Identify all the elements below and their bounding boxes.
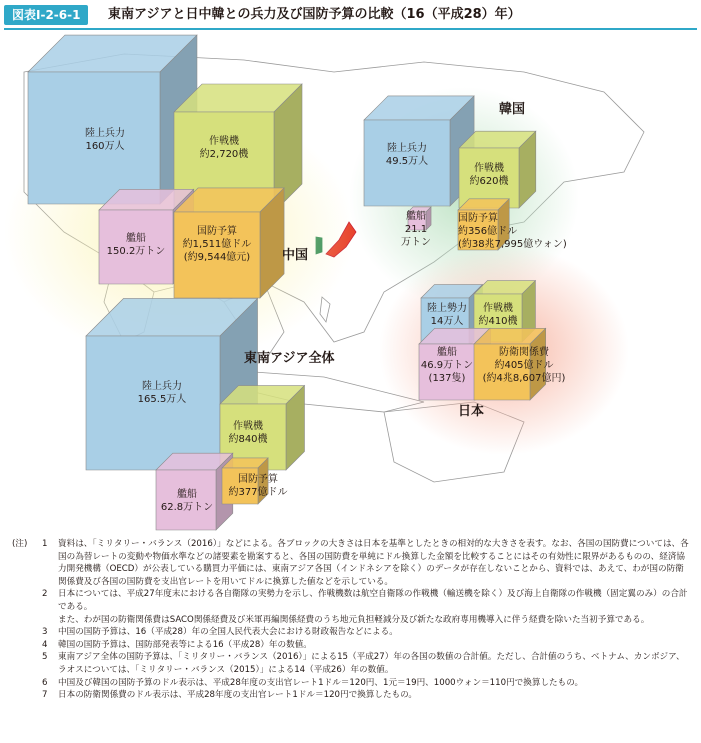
note-text: 東南アジア全体の国防予算は、「ミリタリー・バランス（2016）」による15（平成27）年の各国の数値の合計値。ただし、合計値のうち、ベトナム、カンボジア、ラオスについては、「ミリタリー・バランス（2015）」による14（平成26）年の数値。 <box>58 652 685 675</box>
japan-air-title: 作戦機 <box>483 303 513 314</box>
korea-name: 韓国 <box>499 102 526 117</box>
china-air-label <box>176 135 272 161</box>
china-name: 中国 <box>282 248 309 263</box>
china-navy-label <box>98 232 174 258</box>
sea-name: 東南アジア全体 <box>244 351 335 366</box>
sea-ground-title: 陸上兵力 <box>142 381 182 392</box>
sea-air-title: 作戦機 <box>233 421 263 432</box>
note-item <box>12 626 692 639</box>
note-number: 2 <box>42 589 48 600</box>
japan-budget-value: 約405億ドル <box>494 360 554 371</box>
china-navy-title: 艦船 <box>126 233 146 244</box>
china-budget-label <box>174 225 260 264</box>
korea-ground-title: 陸上兵力 <box>387 143 427 154</box>
note-number: 3 <box>42 627 48 638</box>
china-ground-cube <box>28 35 197 204</box>
japan-ground-title: 陸上勢力 <box>427 303 467 314</box>
sea-navy-value: 62.8万トン <box>160 502 214 513</box>
sea-ground-label <box>112 380 212 406</box>
japan-budget-label <box>474 346 574 385</box>
notes-section <box>12 538 692 702</box>
note-text: また、わが国の防衛関係費はSACO関係経費及び米軍再編関係経費のうち地元負担軽減分及び新たな政府専用機導入に伴う経費を除いた当初予算である。 <box>58 614 650 625</box>
note-text: 中国及び韓国の国防予算のドル表示は、平成28年度の支出官レート1ドル＝120円、1元＝19円、1000ウォン＝110円で換算したもの。 <box>58 677 584 688</box>
china-air-title: 作戦機 <box>209 136 239 147</box>
china-navy-value: 150.2万トン <box>106 246 166 257</box>
korea-air-label <box>459 162 519 188</box>
figure-title: 東南アジアと日中韓との兵力及び国防予算の比較（16（平成28）年） <box>108 7 521 22</box>
korea-budget-sub: (約38兆7,995億ウォン) <box>458 239 567 250</box>
note-text: 日本については、平成27年度末における各自衛隊の実勢力を示し、作戦機数は航空自衛隊の作戦機（輸送機を除く）及び海上自衛隊の作戦機（固定翼のみ）の合計である。 <box>58 589 688 612</box>
note-number: 1 <box>42 539 48 549</box>
korea-budget-title: 国防予算 <box>458 213 498 224</box>
korea-ground-value: 49.5万人 <box>385 156 429 167</box>
sea-air-label <box>220 420 276 446</box>
note-item <box>12 588 692 613</box>
china-ground-value: 160万人 <box>85 141 125 152</box>
note-number: 5 <box>42 652 48 663</box>
china-budget-title: 国防予算 <box>197 226 237 237</box>
figure-label: 図表Ⅰ-2-6-1 <box>4 5 88 25</box>
note-number: 4 <box>42 639 48 650</box>
japan-navy-title: 艦船 <box>437 347 457 358</box>
china-ground-title: 陸上兵力 <box>85 128 125 139</box>
japan-name: 日本 <box>458 404 485 419</box>
note-text: 資料は、「ミリタリー・バランス（2016）」などによる。各ブロックの大きさは日本を基準としたときの相対的な大きさを表す。なお、各国の国防費については、各国の為替レートの変動や物価水準などの諸要素を勘案すると、各国の国防費を単純にドル換算した金額を比較することにはその有効性に限界があるものの、経済協力開発機構（OECD）が公表している購買力平価には、東南アジア各国（インドネシアを除く）のデータが存在しないことから、資料では、あえて、わが国の防衛関係費及び各国の国防費を支出官レートを用いてドルに換算した値などを示している。 <box>58 539 689 587</box>
note-text: 韓国の国防予算は、国防部発表等による16（平成28）年の数値。 <box>58 639 312 650</box>
note-item <box>12 689 692 702</box>
korea-air-value: 約620機 <box>469 176 509 187</box>
korea-navy-title: 艦船 <box>406 211 426 222</box>
note-number: 6 <box>42 677 48 688</box>
note-item <box>12 677 692 690</box>
sea-ground-value: 165.5万人 <box>137 394 187 405</box>
note-item <box>12 538 692 588</box>
korea-navy-unit: 万トン <box>401 237 431 248</box>
china-budget-value: 約1,511億ドル <box>182 239 252 250</box>
note-text: 中国の国防予算は、16（平成28）年の全国人民代表大会における財政報告などによる。 <box>58 627 398 638</box>
korea-navy-value: 21.1 <box>404 224 428 235</box>
sea-navy-title: 艦船 <box>177 489 197 500</box>
japan-navy-value: 46.9万トン <box>420 360 474 371</box>
korea-budget-label <box>458 212 568 251</box>
china-air-value: 約2,720機 <box>199 149 249 160</box>
sea-budget-label <box>222 473 294 499</box>
china-ground-label <box>60 127 150 153</box>
korea-ground-label <box>364 142 450 168</box>
japan-ground-label <box>421 302 473 328</box>
sea-budget-title: 国防予算 <box>238 474 278 485</box>
notes-prefix: (注) <box>12 539 28 549</box>
japan-navy-sub: (137隻) <box>428 373 466 384</box>
japan-air-value: 約410機 <box>478 316 518 327</box>
korea-budget-value: 約356億ドル <box>458 226 518 237</box>
note-item <box>12 639 692 652</box>
diagram-canvas <box>4 32 697 532</box>
japan-budget-sub: (約4兆8,607億円) <box>482 373 566 384</box>
korea-air-title: 作戦機 <box>474 163 504 174</box>
japan-air-label <box>474 302 522 328</box>
note-item <box>12 614 692 627</box>
diagram-panel <box>4 32 697 532</box>
header-rule <box>4 28 697 30</box>
sea-air-value: 約840機 <box>228 434 268 445</box>
china-budget-sub: (約9,544億元) <box>183 252 251 263</box>
japan-ground-value: 14万人 <box>430 316 464 327</box>
note-item <box>12 651 692 676</box>
korea-navy-label <box>394 210 438 249</box>
figure-header <box>0 0 701 30</box>
sea-navy-label <box>158 488 216 514</box>
note-number: 7 <box>42 690 48 701</box>
sea-budget-value: 約377億ドル <box>228 487 288 498</box>
japan-budget-title: 防衛関係費 <box>499 347 549 358</box>
note-text: 日本の防衛関係費のドル表示は、平成28年度の支出官レート1ドル＝120円で換算したもの。 <box>58 690 418 701</box>
japan-navy-label <box>419 346 475 385</box>
